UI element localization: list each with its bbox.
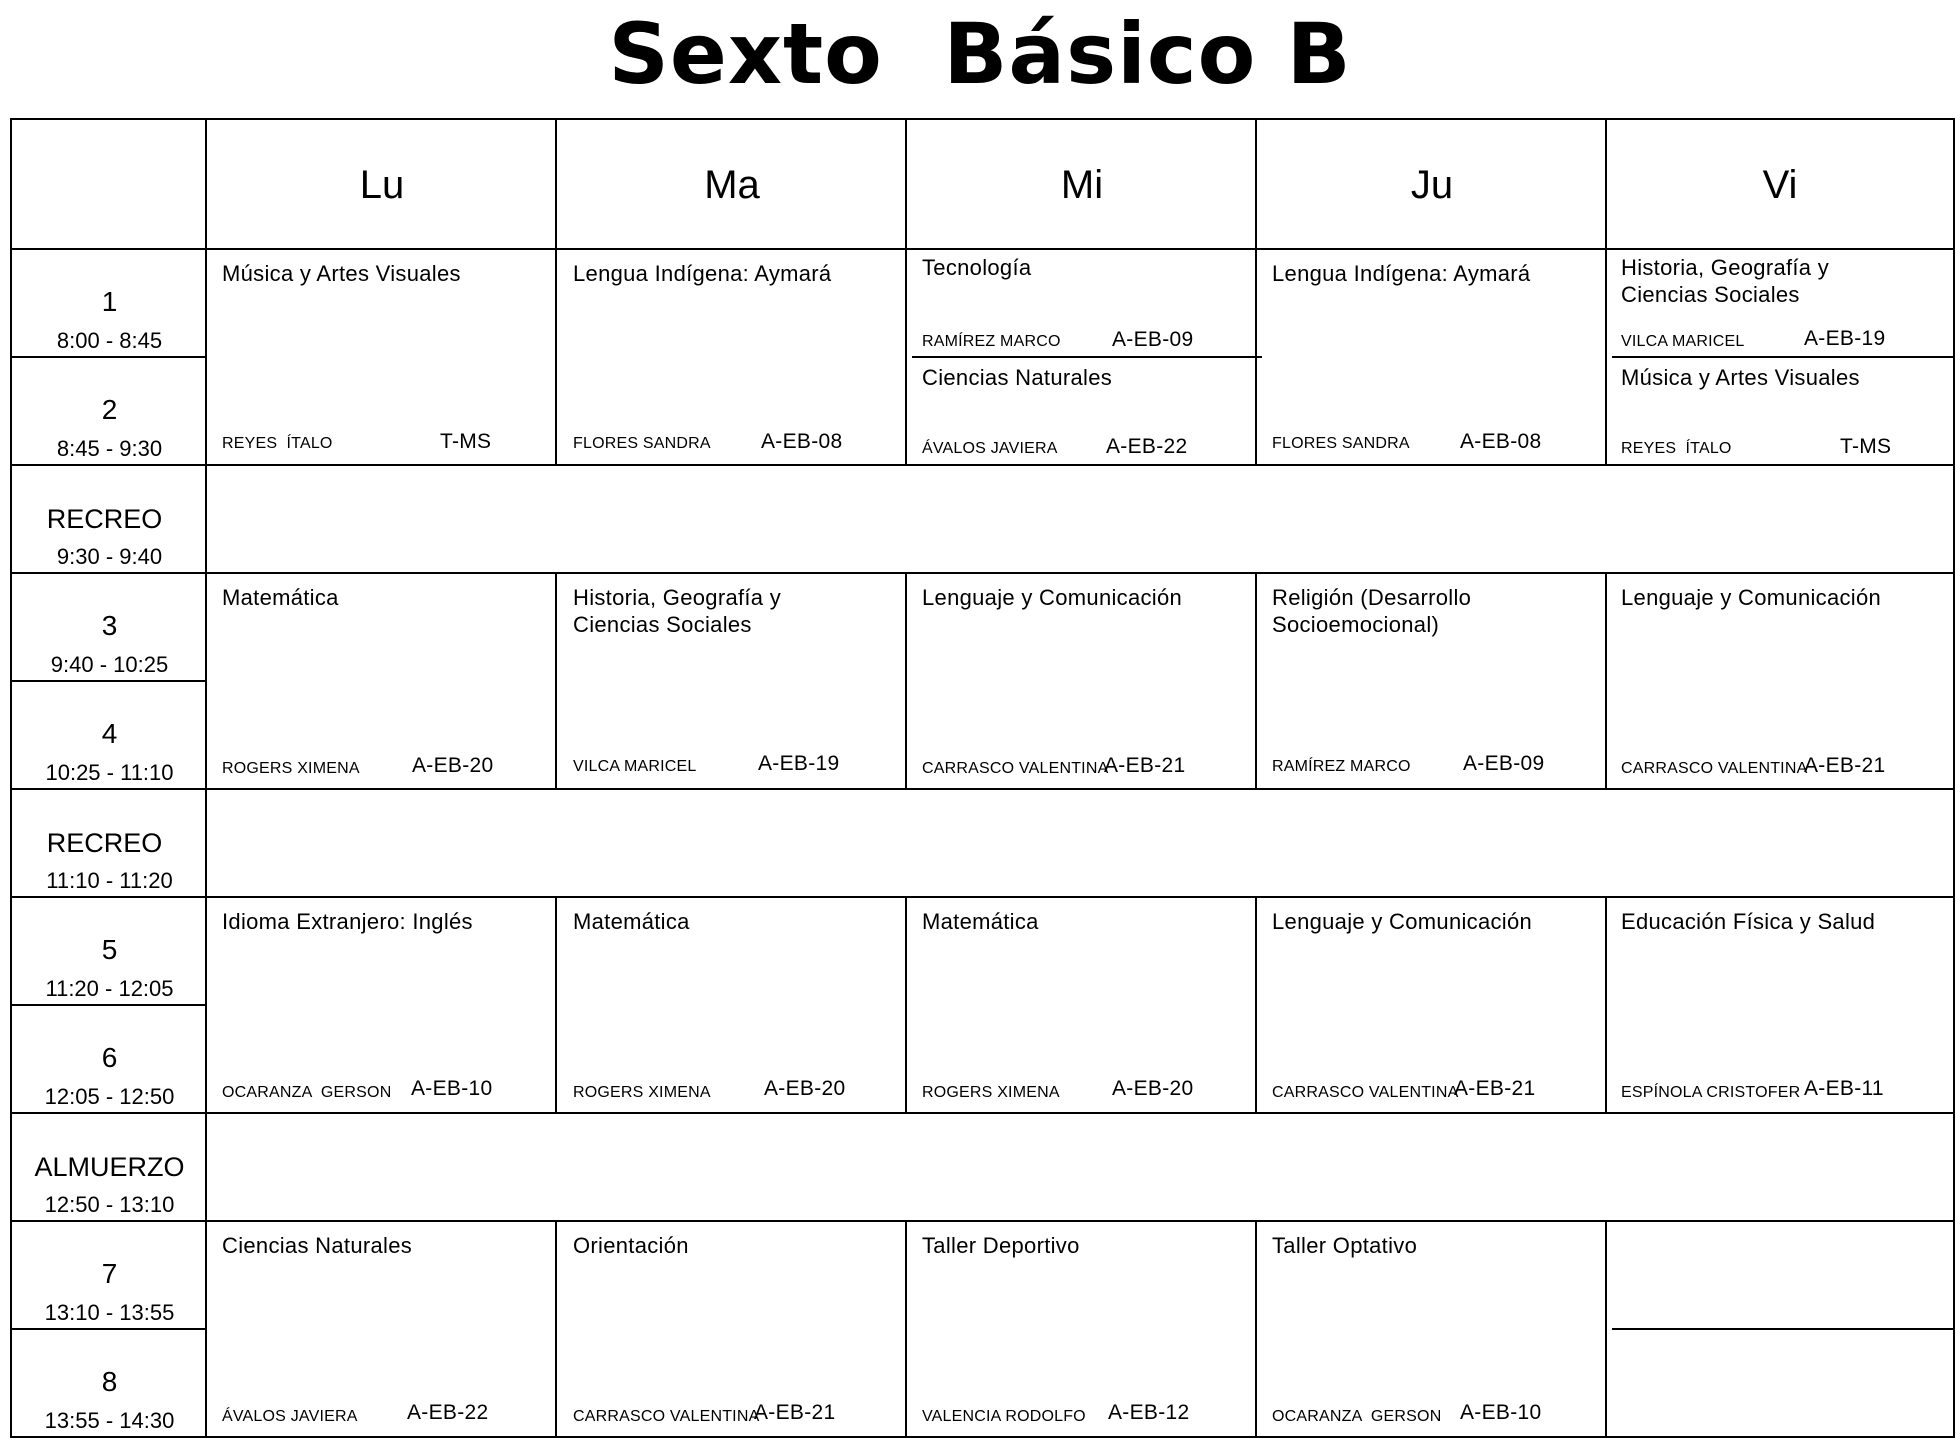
subject-label: Matemática (222, 585, 339, 610)
column-divider (1255, 896, 1257, 1112)
room-code: A-EB-10 (411, 1077, 493, 1100)
period-time: 12:05 - 12:50 (44, 1084, 175, 1109)
teacher-name: ROGERS XIMENA (222, 760, 360, 777)
period-label (12, 898, 207, 1004)
day-header-ma: Ma (704, 162, 760, 207)
teacher-name: FLORES SANDRA (573, 435, 711, 452)
subject-label: Historia, Geografía y Ciencias Sociales (573, 585, 782, 637)
teacher-name: VILCA MARICEL (573, 758, 697, 775)
subject-label: Lengua Indígena: Aymará (573, 261, 832, 286)
teacher-name: CARRASCO VALENTINA (573, 1408, 760, 1425)
period-number: 4 (101, 718, 118, 749)
room-code: A-EB-08 (1460, 430, 1542, 453)
teacher-name: RAMÍREZ MARCO (1272, 758, 1411, 775)
break-name: RECREO (46, 828, 163, 858)
period-time: 8:45 - 9:30 (56, 436, 163, 461)
row-divider (12, 896, 1953, 898)
teacher-name: OCARANZA GERSON (1272, 1408, 1442, 1425)
period-number: 5 (101, 934, 118, 965)
break-name: ALMUERZO (34, 1152, 185, 1182)
period-label (12, 358, 207, 464)
period-number: 3 (101, 610, 118, 641)
column-divider (905, 572, 907, 788)
period-time: 9:40 - 10:25 (50, 652, 169, 677)
period-time: 10:25 - 11:10 (45, 760, 174, 785)
room-code: A-EB-12 (1108, 1401, 1190, 1424)
period-label (12, 250, 207, 356)
subject-label: Lengua Indígena: Aymará (1272, 261, 1531, 286)
day-header-lu: Lu (359, 162, 405, 207)
column-divider (1605, 896, 1607, 1112)
period-time: 8:00 - 8:45 (56, 328, 163, 353)
day-header-ju: Ju (1410, 162, 1454, 207)
schedule-table (10, 118, 1955, 1438)
teacher-name: FLORES SANDRA (1272, 435, 1410, 452)
row-divider (12, 788, 1953, 790)
break-time: 11:10 - 11:20 (46, 868, 173, 893)
subject-label: Tecnología (922, 255, 1032, 280)
teacher-name: ROGERS XIMENA (573, 1084, 711, 1101)
period-label (12, 1330, 207, 1436)
teacher-name: VALENCIA RODOLFO (922, 1408, 1086, 1425)
day-header-mi: Mi (1060, 162, 1104, 207)
period-label (12, 1222, 207, 1328)
subject-label: Música y Artes Visuales (1621, 365, 1860, 390)
column-divider (1255, 1220, 1257, 1436)
teacher-name: ÁVALOS JAVIERA (922, 440, 1058, 457)
room-code: A-EB-22 (407, 1401, 489, 1424)
room-code: A-EB-10 (1460, 1401, 1542, 1424)
row-divider (1612, 1328, 1953, 1330)
room-code: A-EB-21 (1454, 1077, 1536, 1100)
teacher-name: ÁVALOS JAVIERA (222, 1408, 358, 1425)
subject-label: Religión (Desarrollo Socioemocional) (1272, 585, 1472, 637)
teacher-name: REYES ÍTALO (1621, 440, 1732, 457)
column-divider (1255, 572, 1257, 788)
subject-label: Taller Optativo (1272, 1233, 1418, 1258)
column-divider (905, 896, 907, 1112)
period-time: 13:55 - 14:30 (44, 1408, 175, 1433)
teacher-name: CARRASCO VALENTINA (1621, 760, 1808, 777)
room-code: A-EB-21 (1104, 754, 1186, 777)
period-number: 2 (101, 394, 118, 425)
room-code: A-EB-19 (1804, 327, 1886, 350)
subject-label: Taller Deportivo (922, 1233, 1080, 1258)
teacher-name: VILCA MARICEL (1621, 333, 1745, 350)
subject-label: Lenguaje y Comunicación (1272, 909, 1533, 934)
subject-label: Matemática (573, 909, 690, 934)
teacher-name: REYES ÍTALO (222, 435, 333, 452)
subject-label: Música y Artes Visuales (222, 261, 461, 286)
teacher-name: RAMÍREZ MARCO (922, 333, 1061, 350)
teacher-name: CARRASCO VALENTINA (1272, 1084, 1459, 1101)
break-name: RECREO (46, 504, 163, 534)
room-code: T-MS (440, 430, 492, 453)
subject-label: Orientación (573, 1233, 689, 1258)
subject-label: Ciencias Naturales (222, 1233, 413, 1258)
teacher-name: ROGERS XIMENA (922, 1084, 1060, 1101)
row-divider (12, 572, 1953, 574)
subject-label: Lenguaje y Comunicación (1621, 585, 1882, 610)
period-label (12, 574, 207, 680)
room-code: A-EB-21 (754, 1401, 836, 1424)
subject-label: Lenguaje y Comunicación (922, 585, 1183, 610)
row-divider (12, 464, 1953, 466)
period-number: 6 (101, 1042, 118, 1073)
period-number: 8 (101, 1366, 118, 1397)
period-time: 13:10 - 13:55 (44, 1300, 175, 1325)
break-time: 12:50 - 13:10 (44, 1192, 175, 1217)
column-divider (555, 896, 557, 1112)
room-code: A-EB-20 (1112, 1077, 1194, 1100)
break-label (12, 790, 207, 896)
subject-label: Idioma Extranjero: Inglés (222, 909, 473, 934)
break-label (12, 466, 207, 572)
subject-label: Matemática (922, 909, 1039, 934)
period-time: 11:20 - 12:05 (45, 976, 174, 1001)
break-label (12, 1114, 207, 1220)
period-number: 7 (101, 1258, 118, 1289)
row-divider (12, 1220, 1953, 1222)
room-code: A-EB-20 (412, 754, 494, 777)
subject-label: Educación Física y Salud (1621, 909, 1876, 934)
column-divider (905, 1220, 907, 1436)
room-code: A-EB-08 (761, 430, 843, 453)
break-time: 9:30 - 9:40 (56, 544, 163, 569)
day-header-vi: Vi (1762, 162, 1798, 207)
subject-label: Historia, Geografía y Ciencias Sociales (1621, 255, 1830, 307)
room-code: A-EB-21 (1804, 754, 1886, 777)
teacher-name: ESPÍNOLA CRISTOFER (1621, 1084, 1801, 1101)
column-divider (1605, 572, 1607, 788)
room-code: A-EB-09 (1112, 328, 1194, 351)
column-divider (555, 1220, 557, 1436)
column-divider (555, 572, 557, 788)
subject-label: Ciencias Naturales (922, 365, 1113, 390)
period-number: 1 (101, 286, 118, 317)
room-code: A-EB-22 (1106, 435, 1188, 458)
teacher-name: CARRASCO VALENTINA (922, 760, 1109, 777)
room-code: A-EB-19 (758, 752, 840, 775)
room-code: A-EB-20 (764, 1077, 846, 1100)
period-label (12, 1006, 207, 1112)
period-label (12, 682, 207, 788)
page-title: Sexto Básico B (608, 5, 1352, 103)
row-divider (912, 356, 1262, 358)
column-divider (1605, 1220, 1607, 1436)
room-code: T-MS (1840, 435, 1892, 458)
teacher-name: OCARANZA GERSON (222, 1084, 392, 1101)
row-divider (12, 1112, 1953, 1114)
room-code: A-EB-11 (1804, 1077, 1884, 1100)
row-divider (1612, 356, 1953, 358)
room-code: A-EB-09 (1463, 752, 1545, 775)
